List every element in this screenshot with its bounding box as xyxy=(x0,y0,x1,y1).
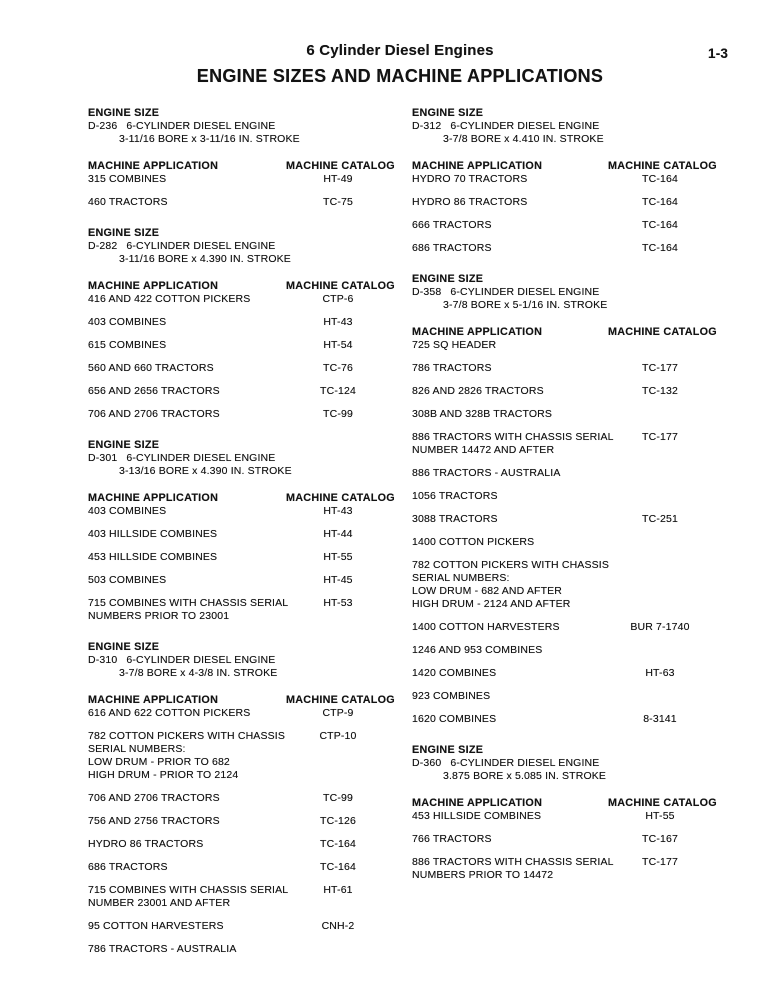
machine-application-cell xyxy=(88,597,289,623)
machine-application-cell xyxy=(412,690,608,703)
machine-catalog-cell: HT-43 xyxy=(323,505,353,517)
engine-stroke: 3-11/16 BORE x 4.390 IN. STROKE xyxy=(119,253,291,265)
machine-row xyxy=(412,385,712,398)
machine-row xyxy=(88,551,390,564)
page-number: 1-3 xyxy=(708,46,728,61)
application-line: 315 COMBINES xyxy=(88,173,167,185)
application-line: HYDRO 86 TRACTORS xyxy=(88,838,204,850)
machine-row xyxy=(88,362,390,375)
machine-application-cell xyxy=(412,644,608,657)
engine-section xyxy=(88,107,395,209)
application-line: 308B AND 328B TRACTORS xyxy=(412,408,553,420)
machine-application-cell xyxy=(88,362,286,375)
table-header-row xyxy=(88,492,395,505)
machine-row xyxy=(412,339,712,352)
application-line: 715 COMBINES WITH CHASSIS SERIAL xyxy=(88,884,289,896)
machine-application-cell xyxy=(88,551,286,564)
machine-catalog-cell: TC-126 xyxy=(320,815,356,827)
machine-catalog-cell: TC-177 xyxy=(642,362,678,374)
engine-size-heading: ENGINE SIZE xyxy=(88,107,160,119)
machine-application-cell xyxy=(412,408,608,421)
application-line: 3088 TRACTORS xyxy=(412,513,498,525)
machine-row xyxy=(88,838,390,851)
machine-application-cell xyxy=(88,861,286,874)
engine-description xyxy=(412,120,712,133)
application-line: 460 TRACTORS xyxy=(88,196,168,208)
machine-row xyxy=(412,242,712,255)
machine-application-cell xyxy=(88,385,286,398)
engine-description xyxy=(88,654,390,667)
machine-application-cell xyxy=(88,339,286,352)
machine-catalog-cell: HT-49 xyxy=(323,173,353,185)
page-title: ENGINE SIZES AND MACHINE APPLICATIONS xyxy=(196,66,604,86)
left-column xyxy=(88,107,395,974)
machine-application-cell xyxy=(412,196,608,209)
machine-row xyxy=(88,792,390,805)
machine-catalog-cell: TC-164 xyxy=(320,838,356,850)
application-line: 403 COMBINES xyxy=(88,505,167,517)
machine-catalog-cell: TC-164 xyxy=(642,219,678,231)
application-line: 725 SQ HEADER xyxy=(412,339,497,351)
machine-catalog-cell: TC-124 xyxy=(320,385,356,397)
machine-row xyxy=(412,490,712,503)
machine-application-cell xyxy=(412,219,608,232)
machine-catalog-cell: HT-55 xyxy=(645,810,675,822)
content-columns xyxy=(88,107,717,974)
machine-catalog-header: MACHINE CATALOG xyxy=(608,160,717,172)
engine-size-heading: ENGINE SIZE xyxy=(88,227,160,239)
machine-catalog-cell: HT-45 xyxy=(323,574,353,586)
machine-application-cell xyxy=(88,884,289,910)
application-line: 616 AND 622 COTTON PICKERS xyxy=(88,707,251,719)
machine-row xyxy=(88,597,390,623)
application-line: 686 TRACTORS xyxy=(88,861,168,873)
application-line: 886 TRACTORS WITH CHASSIS SERIAL xyxy=(412,856,614,868)
machine-catalog-cell: TC-99 xyxy=(323,408,353,420)
machine-application-cell xyxy=(88,173,286,186)
machine-row xyxy=(412,536,712,549)
engine-description xyxy=(88,120,390,133)
engine-size-heading: ENGINE SIZE xyxy=(88,439,160,451)
machine-row xyxy=(88,943,390,956)
application-line: HIGH DRUM - PRIOR TO 2124 xyxy=(88,769,239,781)
machine-catalog-cell: TC-164 xyxy=(320,861,356,873)
machine-row xyxy=(88,861,390,874)
machine-row xyxy=(88,815,390,828)
engine-description xyxy=(88,240,390,253)
application-line: 715 COMBINES WITH CHASSIS SERIAL xyxy=(88,597,289,609)
engine-name: 6-CYLINDER DIESEL ENGINE xyxy=(450,757,600,769)
machine-row xyxy=(412,559,712,611)
machine-row xyxy=(88,505,390,518)
machine-row xyxy=(412,173,712,186)
engine-name: 6-CYLINDER DIESEL ENGINE xyxy=(450,120,600,132)
machine-row xyxy=(88,196,390,209)
engine-code: D-360 xyxy=(412,757,442,769)
machine-row xyxy=(88,730,390,782)
machine-application-cell xyxy=(412,713,608,726)
engine-section xyxy=(412,744,717,882)
application-line: 782 COTTON PICKERS WITH CHASSIS xyxy=(412,559,609,571)
engine-section xyxy=(88,227,395,421)
engine-code: D-312 xyxy=(412,120,442,132)
machine-row xyxy=(88,408,390,421)
right-column xyxy=(412,107,717,900)
machine-application-cell xyxy=(88,707,286,720)
engine-size-heading: ENGINE SIZE xyxy=(412,744,484,756)
machine-row xyxy=(88,293,390,306)
machine-row xyxy=(412,408,712,421)
machine-row xyxy=(88,884,390,910)
table-header-row xyxy=(412,160,717,173)
application-line: SERIAL NUMBERS: xyxy=(412,572,510,584)
machine-application-cell xyxy=(412,490,608,503)
machine-application-cell xyxy=(412,385,608,398)
machine-row xyxy=(88,707,390,720)
engine-size-heading: ENGINE SIZE xyxy=(412,273,484,285)
table-header-row xyxy=(88,160,395,173)
table-header-row xyxy=(88,280,395,293)
engine-stroke: 3-13/16 BORE x 4.390 IN. STROKE xyxy=(119,465,292,477)
machine-application-cell xyxy=(412,833,608,846)
engine-stroke: 3-7/8 BORE x 4-3/8 IN. STROKE xyxy=(119,667,278,679)
engine-stroke: 3-11/16 BORE x 3-11/16 IN. STROKE xyxy=(119,133,300,145)
machine-application-cell xyxy=(412,621,608,634)
application-line: 1400 COTTON HARVESTERS xyxy=(412,621,560,633)
engine-section xyxy=(412,273,717,726)
machine-application-cell xyxy=(412,362,608,375)
engine-code: D-310 xyxy=(88,654,118,666)
engine-name: 6-CYLINDER DIESEL ENGINE xyxy=(126,240,276,252)
machine-row xyxy=(88,339,390,352)
engine-code: D-236 xyxy=(88,120,118,132)
engine-name: 6-CYLINDER DIESEL ENGINE xyxy=(126,452,276,464)
application-line: SERIAL NUMBERS: xyxy=(88,743,186,755)
machine-catalog-header: MACHINE CATALOG xyxy=(286,160,395,172)
machine-application-header: MACHINE APPLICATION xyxy=(412,326,543,338)
engine-name: 6-CYLINDER DIESEL ENGINE xyxy=(126,120,276,132)
machine-catalog-cell: CTP-6 xyxy=(322,293,354,305)
machine-row xyxy=(412,467,712,480)
machine-catalog-header: MACHINE CATALOG xyxy=(608,326,717,338)
table-header-row xyxy=(412,797,717,810)
machine-catalog-cell: HT-55 xyxy=(323,551,353,563)
machine-application-cell xyxy=(412,242,608,255)
machine-row xyxy=(88,173,390,186)
machine-application-header: MACHINE APPLICATION xyxy=(412,797,543,809)
machine-row xyxy=(412,667,712,680)
machine-application-cell xyxy=(412,173,608,186)
machine-row xyxy=(412,810,712,823)
application-line: 1620 COMBINES xyxy=(412,713,497,725)
application-line: NUMBER 14472 AND AFTER xyxy=(412,444,555,456)
machine-application-cell xyxy=(88,920,286,933)
machine-row xyxy=(412,362,712,375)
application-line: 706 AND 2706 TRACTORS xyxy=(88,408,220,420)
application-line: HIGH DRUM - 2124 AND AFTER xyxy=(412,598,571,610)
machine-catalog-cell: CNH-2 xyxy=(321,920,355,932)
machine-application-header: MACHINE APPLICATION xyxy=(88,492,219,504)
machine-catalog-cell: TC-164 xyxy=(642,196,678,208)
application-line: HYDRO 70 TRACTORS xyxy=(412,173,528,185)
machine-application-cell xyxy=(412,667,608,680)
machine-application-cell xyxy=(412,810,608,823)
machine-application-cell xyxy=(88,943,286,956)
machine-application-cell xyxy=(88,528,286,541)
machine-application-cell xyxy=(412,431,614,457)
engine-name: 6-CYLINDER DIESEL ENGINE xyxy=(126,654,276,666)
table-header-row xyxy=(88,694,395,707)
application-line: 95 COTTON HARVESTERS xyxy=(88,920,224,932)
engine-description xyxy=(412,757,712,770)
engine-code: D-282 xyxy=(88,240,118,252)
machine-application-header: MACHINE APPLICATION xyxy=(88,694,219,706)
machine-row xyxy=(412,644,712,657)
machine-catalog-header: MACHINE CATALOG xyxy=(608,797,717,809)
machine-catalog-cell: 8-3141 xyxy=(643,713,677,725)
machine-catalog-header: MACHINE CATALOG xyxy=(286,280,395,292)
application-line: 1400 COTTON PICKERS xyxy=(412,536,535,548)
application-line: 782 COTTON PICKERS WITH CHASSIS xyxy=(88,730,285,742)
machine-application-cell xyxy=(412,559,608,611)
application-line: 1420 COMBINES xyxy=(412,667,497,679)
engine-code: D-358 xyxy=(412,286,442,298)
engine-description xyxy=(412,286,712,299)
machine-application-header: MACHINE APPLICATION xyxy=(412,160,543,172)
application-line: 1056 TRACTORS xyxy=(412,490,498,502)
application-line: 560 AND 660 TRACTORS xyxy=(88,362,214,374)
machine-application-cell xyxy=(88,293,286,306)
application-line: NUMBERS PRIOR TO 23001 xyxy=(88,610,230,622)
machine-application-cell xyxy=(88,792,286,805)
application-line: 686 TRACTORS xyxy=(412,242,492,254)
application-line: 756 AND 2756 TRACTORS xyxy=(88,815,220,827)
engine-stroke: 3.875 BORE x 5.085 IN. STROKE xyxy=(443,770,607,782)
application-line: 886 TRACTORS - AUSTRALIA xyxy=(412,467,561,479)
machine-catalog-cell: TC-164 xyxy=(642,173,678,185)
machine-row xyxy=(88,920,390,933)
engine-description xyxy=(88,452,390,465)
machine-row xyxy=(412,833,712,846)
engine-size-heading: ENGINE SIZE xyxy=(412,107,484,119)
machine-row xyxy=(412,713,712,726)
application-line: 786 TRACTORS xyxy=(412,362,492,374)
machine-catalog-header: MACHINE CATALOG xyxy=(286,694,395,706)
engine-name: 6-CYLINDER DIESEL ENGINE xyxy=(450,286,600,298)
machine-row xyxy=(412,431,712,457)
machine-application-cell xyxy=(88,730,286,782)
machine-row xyxy=(412,513,712,526)
application-line: 453 HILLSIDE COMBINES xyxy=(88,551,218,563)
application-line: 1246 AND 953 COMBINES xyxy=(412,644,543,656)
machine-catalog-cell: TC-167 xyxy=(642,833,678,845)
machine-application-header: MACHINE APPLICATION xyxy=(88,160,219,172)
application-line: 886 TRACTORS WITH CHASSIS SERIAL xyxy=(412,431,614,443)
machine-row xyxy=(88,574,390,587)
machine-application-cell xyxy=(88,316,286,329)
machine-application-cell xyxy=(412,856,614,882)
machine-catalog-cell: TC-251 xyxy=(642,513,678,525)
machine-catalog-cell: TC-75 xyxy=(323,196,353,208)
application-line: NUMBERS PRIOR TO 14472 xyxy=(412,869,554,881)
machine-catalog-cell: HT-44 xyxy=(323,528,353,540)
application-line: 666 TRACTORS xyxy=(412,219,492,231)
machine-catalog-cell: HT-43 xyxy=(323,316,353,328)
machine-row xyxy=(412,196,712,209)
machine-application-cell xyxy=(88,815,286,828)
machine-application-cell xyxy=(412,536,608,549)
table-header-row xyxy=(412,326,717,339)
machine-catalog-cell: TC-76 xyxy=(323,362,353,374)
machine-catalog-cell: HT-63 xyxy=(645,667,675,679)
machine-catalog-cell: TC-164 xyxy=(642,242,678,254)
machine-catalog-cell: TC-177 xyxy=(642,856,678,868)
engine-size-heading: ENGINE SIZE xyxy=(88,641,160,653)
machine-application-header: MACHINE APPLICATION xyxy=(88,280,219,292)
machine-catalog-cell: TC-99 xyxy=(323,792,353,804)
application-line: 403 HILLSIDE COMBINES xyxy=(88,528,218,540)
machine-row xyxy=(412,856,712,882)
machine-application-cell xyxy=(88,505,286,518)
application-line: 923 COMBINES xyxy=(412,690,491,702)
machine-application-cell xyxy=(412,513,608,526)
application-line: 503 COMBINES xyxy=(88,574,167,586)
engine-section xyxy=(88,439,395,623)
machine-catalog-cell: TC-132 xyxy=(642,385,678,397)
engine-code: D-301 xyxy=(88,452,118,464)
engine-section xyxy=(88,641,395,956)
machine-catalog-cell: CTP-10 xyxy=(319,730,357,742)
machine-application-cell xyxy=(412,467,608,480)
application-line: LOW DRUM - 682 AND AFTER xyxy=(412,585,563,597)
machine-catalog-cell: HT-61 xyxy=(323,884,353,896)
application-line: LOW DRUM - PRIOR TO 682 xyxy=(88,756,230,768)
machine-row xyxy=(88,528,390,541)
machine-application-cell xyxy=(88,838,286,851)
engine-stroke: 3-7/8 BORE x 5-1/16 IN. STROKE xyxy=(443,299,608,311)
engine-stroke: 3-7/8 BORE x 4.410 IN. STROKE xyxy=(443,133,604,145)
application-line: 416 AND 422 COTTON PICKERS xyxy=(88,293,251,305)
machine-catalog-cell: HT-53 xyxy=(323,597,353,609)
machine-application-cell xyxy=(412,339,608,352)
machine-catalog-header: MACHINE CATALOG xyxy=(286,492,395,504)
machine-application-cell xyxy=(88,408,286,421)
machine-catalog-cell: TC-177 xyxy=(642,431,678,443)
machine-catalog-cell: CTP-9 xyxy=(322,707,354,719)
application-line: 706 AND 2706 TRACTORS xyxy=(88,792,220,804)
application-line: 826 AND 2826 TRACTORS xyxy=(412,385,544,397)
machine-row xyxy=(88,385,390,398)
document-header: 6 Cylinder Diesel Engines xyxy=(306,42,494,59)
machine-row xyxy=(412,690,712,703)
engine-section xyxy=(412,107,717,255)
application-line: 403 COMBINES xyxy=(88,316,167,328)
application-line: NUMBER 23001 AND AFTER xyxy=(88,897,231,909)
machine-row xyxy=(412,621,712,634)
machine-catalog-cell: BUR 7-1740 xyxy=(630,621,690,633)
application-line: 766 TRACTORS xyxy=(412,833,492,845)
application-line: 453 HILLSIDE COMBINES xyxy=(412,810,542,822)
application-line: 615 COMBINES xyxy=(88,339,167,351)
machine-application-cell xyxy=(88,574,286,587)
machine-row xyxy=(412,219,712,232)
machine-catalog-cell: HT-54 xyxy=(323,339,353,351)
application-line: 786 TRACTORS - AUSTRALIA xyxy=(88,943,237,955)
application-line: HYDRO 86 TRACTORS xyxy=(412,196,528,208)
machine-application-cell xyxy=(88,196,286,209)
application-line: 656 AND 2656 TRACTORS xyxy=(88,385,220,397)
machine-row xyxy=(88,316,390,329)
